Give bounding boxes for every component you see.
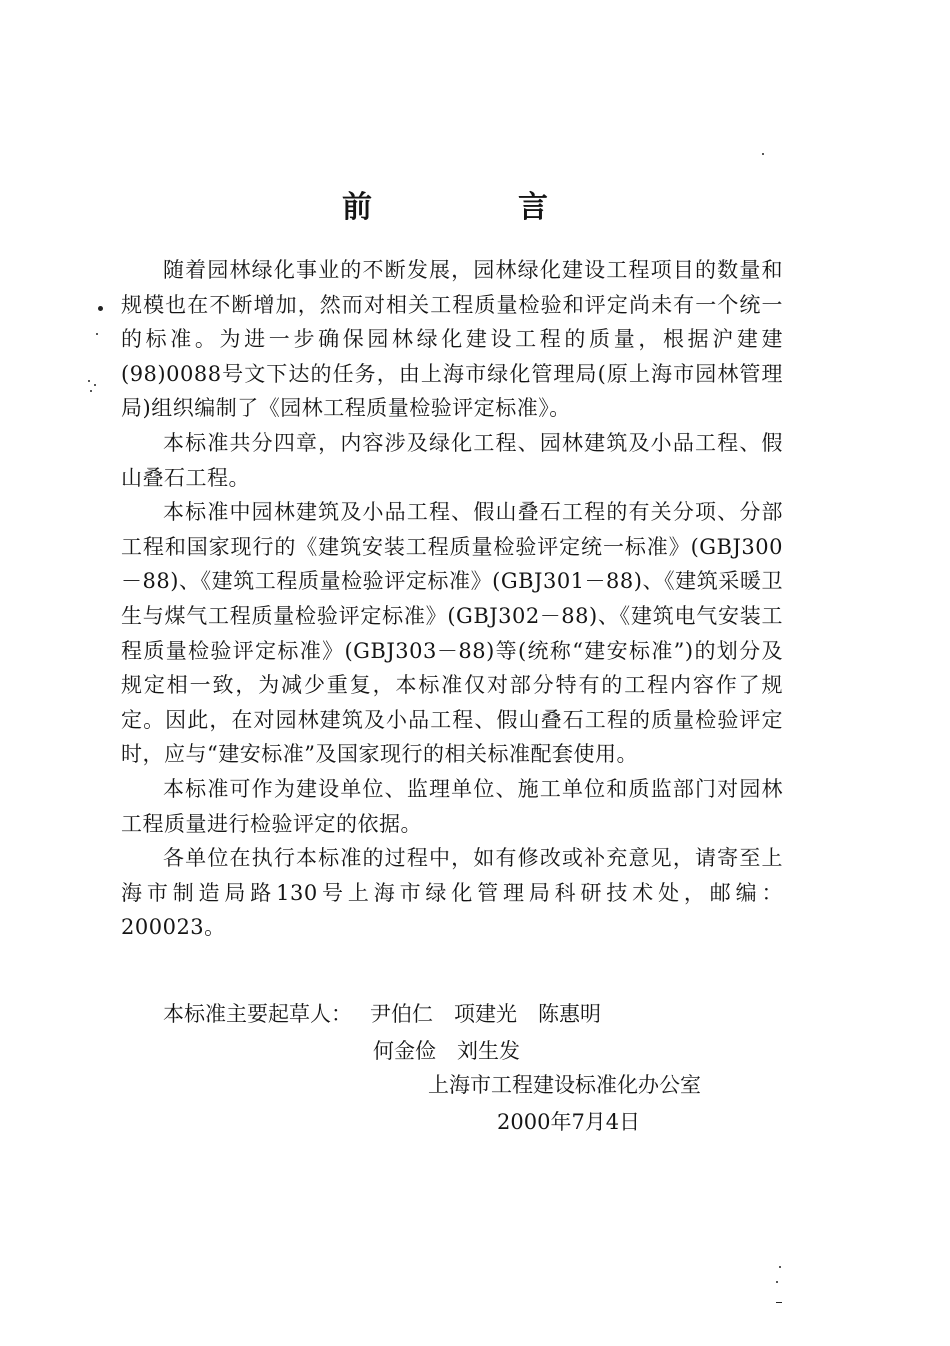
scan-speck bbox=[762, 153, 764, 155]
paragraph-2: 本标准共分四章，内容涉及绿化工程、园林建筑及小品工程、假山叠石工程。 bbox=[121, 430, 783, 490]
scan-speck bbox=[96, 333, 98, 335]
issue-date: 2000年7月4日 bbox=[497, 1110, 641, 1134]
drafters-names-line-1: 尹伯仁 项建光 陈惠明 bbox=[370, 1002, 601, 1026]
scan-speck bbox=[779, 1266, 781, 1268]
drafters-label: 本标准主要起草人： bbox=[163, 1002, 352, 1026]
scan-speck bbox=[98, 306, 103, 311]
paragraph-5: 各单位在执行本标准的过程中，如有修改或补充意见，请寄至上海市制造局路130号上海市绿化管理局科研技术处，邮编：200023。 bbox=[121, 846, 783, 940]
paragraph-1: 随着园林绿化事业的不断发展，园林绿化建设工程项目的数量和规模也在不断增加，然而对相关工程质量检验和评定尚未有一个统一的标准。为进一步确保园林绿化建设工程的质量，根据沪建建(98)0088号文下达的任务，由上海市绿化管理局(原上海市园林管理局)组织编制了《园林工程质量检验评定标准》。 bbox=[121, 258, 783, 421]
paragraph-4: 本标准可作为建设单位、监理单位、施工单位和质监部门对园林工程质量进行检验评定的依据。 bbox=[121, 776, 783, 836]
paragraph-3: 本标准中园林建筑及小品工程、假山叠石工程的有关分项、分部工程和国家现行的《建筑安装工程质量检验评定统一标准》(GBJ300－88)、《建筑工程质量检验评定标准》(GBJ301－88)、《建筑采暖卫生与煤气工程质量检验评定标准》(GBJ302－88)、《建筑电气安装工程质量检验评定标准》(GBJ303－88)等(统称“建安标准”)的划分及规定相一致，为减少重复，本标准仅对部分特有的工程内容作了规定。因此，在对园林建筑及小品工程、假山叠石工程的质量检验评定时，应与“建安标准”及国家现行的相关标准配套使用。 bbox=[121, 500, 783, 767]
page-title: 前 言 bbox=[342, 190, 606, 225]
scan-speck bbox=[88, 380, 90, 382]
scan-speck bbox=[90, 390, 92, 392]
scan-speck bbox=[776, 1302, 782, 1303]
scan-speck bbox=[776, 1281, 778, 1283]
preface-body bbox=[121, 253, 783, 945]
scan-speck bbox=[94, 384, 96, 386]
drafters-names-line-2: 何金俭 刘生发 bbox=[373, 1039, 520, 1063]
issuing-office: 上海市工程建设标准化办公室 bbox=[428, 1073, 701, 1097]
